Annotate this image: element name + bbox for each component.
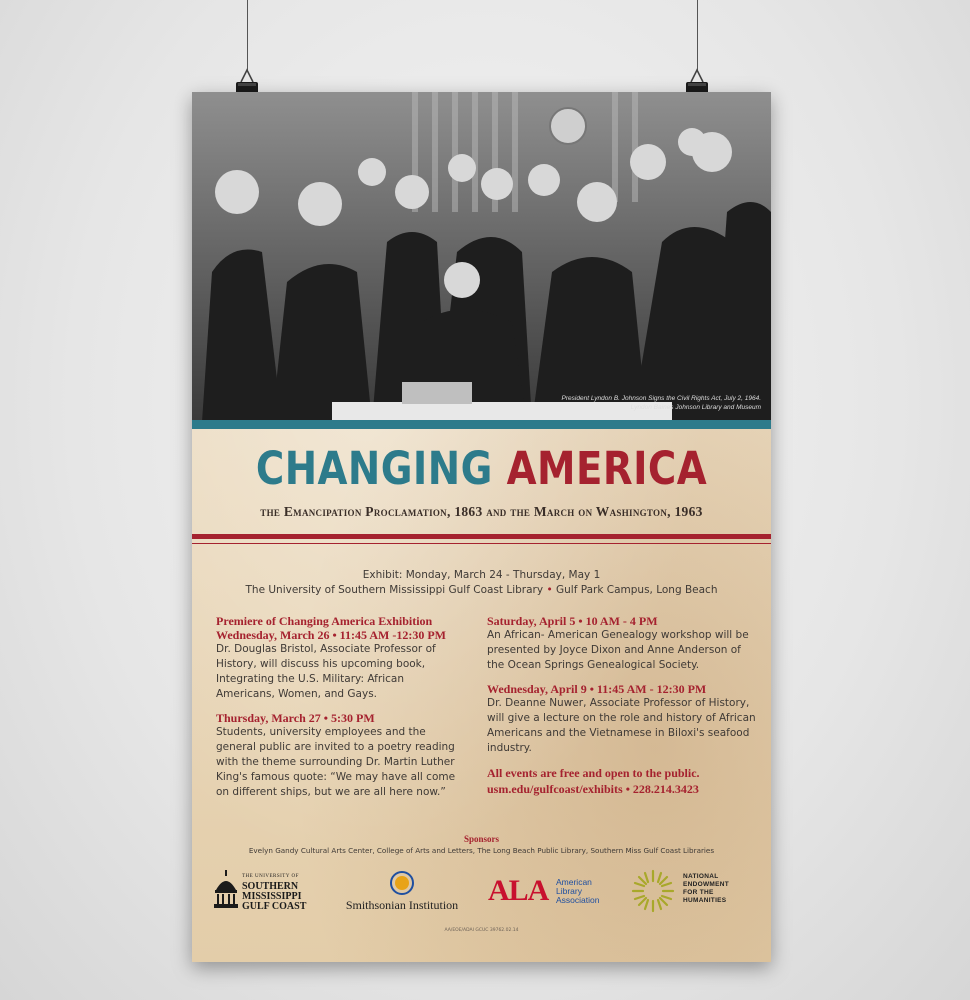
ala-logo: [488, 874, 618, 914]
neh-logo: [629, 867, 759, 915]
event-date: Wednesday, April 9: [487, 682, 587, 696]
photo-caption-line1: President Lyndon B. Johnson Signs the Civil Rights Act, July 2, 1964.: [561, 395, 761, 402]
bullet: •: [332, 628, 337, 642]
ala-line2: Library: [556, 886, 582, 896]
teal-divider: [192, 420, 771, 429]
historic-photo: [192, 92, 771, 420]
poster-title: [233, 442, 731, 496]
event-genealogy-workshop: [487, 614, 759, 673]
ala-line3: Association: [556, 895, 600, 905]
exhibits-url-link[interactable]: usm.edu/gulfcoast/exhibits: [487, 782, 623, 796]
usm-wordmark: [242, 872, 306, 912]
usm-line3: MISSISSIPPI: [242, 891, 302, 902]
event-lecture: [487, 682, 759, 756]
event-poetry-reading: [216, 711, 464, 800]
ala-letters: ALA: [488, 874, 549, 907]
events-right-column: [487, 614, 759, 797]
event-date: Wednesday, March 26: [216, 628, 330, 642]
event-time: 11:45 AM - 12:30 PM: [596, 682, 707, 696]
event-heading: [487, 682, 759, 696]
hanging-string-left: [247, 0, 248, 72]
bullet: •: [323, 711, 328, 725]
sponsors-label: Sponsors: [463, 834, 499, 844]
event-date: Thursday, March 27: [216, 711, 321, 725]
events-left-column: [216, 614, 464, 809]
event-time: 11:45 AM -12:30 PM: [339, 628, 446, 642]
neh-sunburst-icon: [629, 867, 677, 915]
event-premiere: [216, 614, 464, 702]
neh-line4: HUMANITIES: [683, 897, 727, 904]
ala-wordmark: [556, 878, 599, 905]
photo-caption: [562, 394, 761, 412]
event-body: Students, university employees and the general public are invited to a poetry reading with the theme surrounding Dr. Martin Luther King's famous quote: “We may have all come on different ships, but we are all here now.”: [216, 726, 456, 798]
event-heading: [216, 711, 464, 725]
event-heading: [487, 614, 759, 628]
neh-line2: ENDOWMENT: [683, 881, 730, 888]
neh-line3: FOR THE: [683, 889, 714, 896]
bullet: •: [578, 614, 583, 628]
event-heading-pre: Premiere of Changing America Exhibition: [216, 614, 433, 628]
title-part1: CHANGING: [255, 442, 493, 495]
ala-line1: American: [556, 877, 592, 887]
red-divider-thin: [192, 543, 771, 544]
fine-print: AA/EOE/ADAI GCUC 39762.02.14: [444, 928, 519, 933]
phone-number: 228.214.3423: [632, 782, 699, 796]
usm-logo: [212, 870, 322, 914]
event-body: Dr. Deanne Nuwer, Associate Professor of History, will give a lecture on the role and history of African Americans and the Vietnamese in Biloxi's seafood industry.: [487, 697, 756, 754]
free-text: All events are free and open to the public.: [487, 766, 700, 780]
title-part2: AMERICA: [506, 442, 708, 495]
exhibit-location-a: The University of Southern Mississippi Gulf Coast Library: [245, 584, 544, 596]
neh-wordmark: [683, 873, 729, 905]
hanging-string-right: [697, 0, 698, 72]
exhibit-location-b: Gulf Park Campus, Long Beach: [555, 584, 718, 596]
event-heading: [216, 628, 464, 642]
bullet: •: [546, 584, 553, 596]
poster-subtitle: the Emancipation Proclamation, 1863 and the March on Washington, 1963: [260, 504, 703, 519]
red-divider-thick: [192, 534, 771, 539]
bullet: •: [625, 782, 630, 796]
poster: [192, 92, 771, 962]
smithsonian-sun-icon: [389, 870, 415, 896]
sponsors-list: Evelyn Gandy Cultural Arts Center, College of Arts and Letters, The Long Beach Public Library, Southern Miss Gulf Coast Libraries: [248, 846, 715, 855]
bullet: •: [589, 682, 594, 696]
usm-line1: THE UNIVERSITY OF: [242, 874, 299, 879]
neh-line1: NATIONAL: [683, 873, 719, 880]
event-date: Saturday, April 5: [487, 614, 576, 628]
usm-line4: GULF COAST: [242, 901, 307, 912]
usm-dome-icon: [212, 870, 240, 910]
event-time: 5:30 PM: [331, 711, 375, 725]
free-events-notice: [487, 765, 759, 797]
exhibit-info: [192, 568, 771, 598]
smithsonian-logo: [332, 870, 472, 914]
event-body: An African- American Genealogy workshop will be presented by Joyce Dixon and Anne Anderson of the Ocean Springs Genealogical Society.: [487, 629, 749, 671]
smithsonian-wordmark: Smithsonian Institution: [345, 898, 459, 912]
exhibit-location: [192, 583, 771, 598]
contact-line: [487, 781, 759, 797]
photo-illustration: [192, 92, 771, 420]
event-body: Dr. Douglas Bristol, Associate Professor of History, will discuss his upcoming book, Integrating the U.S. Military: African Americans, Women, and Gays.: [216, 643, 436, 700]
event-time: 10 AM - 4 PM: [585, 614, 658, 628]
usm-line2: SOUTHERN: [242, 881, 299, 892]
exhibit-dates: Exhibit: Monday, March 24 - Thursday, May 1: [362, 569, 601, 581]
photo-caption-line2: Lyndon Baines Johnson Library and Museum: [630, 404, 761, 411]
